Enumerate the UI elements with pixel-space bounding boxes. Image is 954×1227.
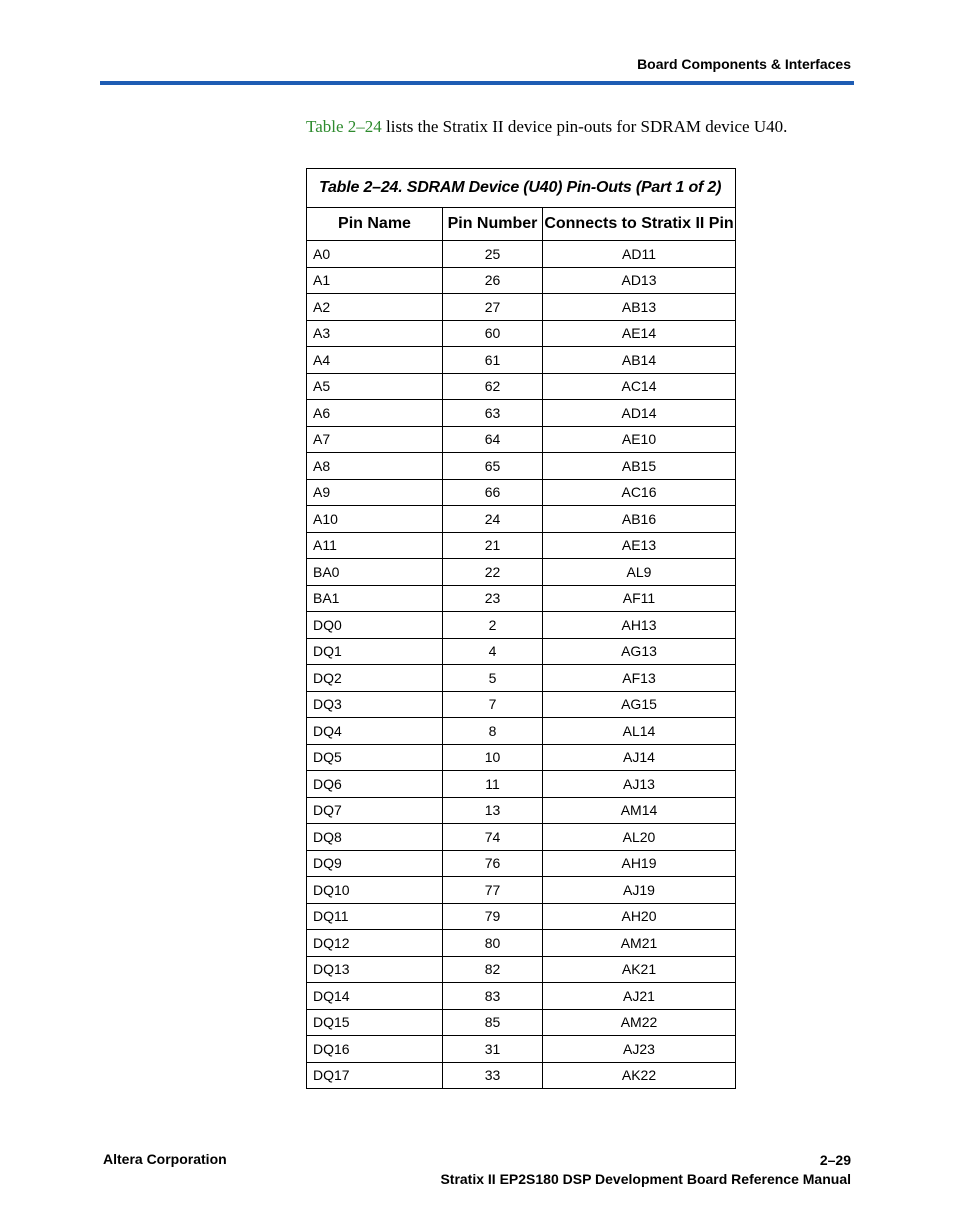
table-row	[307, 294, 736, 321]
cell-stratix-pin: AH13	[543, 612, 736, 639]
footer-company: Altera Corporation	[103, 1151, 227, 1167]
cell-pin-name: A11	[307, 532, 443, 559]
cell-pin-name: DQ2	[307, 665, 443, 692]
cell-pin-name: DQ4	[307, 718, 443, 745]
table-row	[307, 373, 736, 400]
cell-pin-name: DQ16	[307, 1036, 443, 1063]
cell-pin-name: DQ0	[307, 612, 443, 639]
cell-pin-name: A0	[307, 241, 443, 268]
cell-pin-number: 63	[443, 400, 543, 427]
cell-stratix-pin: AM14	[543, 797, 736, 824]
cell-stratix-pin: AC14	[543, 373, 736, 400]
cell-stratix-pin: AH20	[543, 903, 736, 930]
cell-pin-name: DQ14	[307, 983, 443, 1010]
cell-pin-number: 31	[443, 1036, 543, 1063]
cell-pin-number: 33	[443, 1062, 543, 1089]
table-row	[307, 532, 736, 559]
cell-pin-name: DQ17	[307, 1062, 443, 1089]
cell-pin-number: 85	[443, 1009, 543, 1036]
cell-pin-name: DQ13	[307, 956, 443, 983]
table-row	[307, 559, 736, 586]
table-row	[307, 479, 736, 506]
cell-stratix-pin: AL20	[543, 824, 736, 851]
cell-pin-number: 82	[443, 956, 543, 983]
table-row	[307, 453, 736, 480]
cell-stratix-pin: AE14	[543, 320, 736, 347]
footer-page-number: 2–29	[819, 1152, 851, 1168]
cell-pin-name: DQ1	[307, 638, 443, 665]
cell-pin-number: 60	[443, 320, 543, 347]
cell-pin-number: 24	[443, 506, 543, 533]
cell-pin-number: 23	[443, 585, 543, 612]
table-caption: Table 2–24. SDRAM Device (U40) Pin-Outs (Part 1 of 2)	[307, 169, 736, 208]
table-row	[307, 744, 736, 771]
cell-pin-name: DQ9	[307, 850, 443, 877]
table-row	[307, 665, 736, 692]
table-row	[307, 320, 736, 347]
cell-stratix-pin: AD11	[543, 241, 736, 268]
cell-pin-number: 64	[443, 426, 543, 453]
cell-stratix-pin: AL9	[543, 559, 736, 586]
cell-stratix-pin: AD13	[543, 267, 736, 294]
table-row	[307, 506, 736, 533]
cell-stratix-pin: AK22	[543, 1062, 736, 1089]
table-row	[307, 612, 736, 639]
cell-pin-number: 21	[443, 532, 543, 559]
table-cross-reference-link[interactable]: Table 2–24	[306, 117, 382, 136]
cell-pin-name: BA1	[307, 585, 443, 612]
cell-pin-name: A7	[307, 426, 443, 453]
table-row	[307, 877, 736, 904]
cell-pin-number: 4	[443, 638, 543, 665]
cell-stratix-pin: AD14	[543, 400, 736, 427]
cell-stratix-pin: AJ19	[543, 877, 736, 904]
cell-pin-name: A3	[307, 320, 443, 347]
intro-paragraph	[306, 117, 787, 137]
cell-pin-number: 76	[443, 850, 543, 877]
table-row	[307, 797, 736, 824]
table-row	[307, 691, 736, 718]
cell-pin-number: 11	[443, 771, 543, 798]
cell-pin-name: DQ15	[307, 1009, 443, 1036]
table-row	[307, 824, 736, 851]
cell-stratix-pin: AH19	[543, 850, 736, 877]
cell-stratix-pin: AM21	[543, 930, 736, 957]
cell-pin-name: DQ12	[307, 930, 443, 957]
table-row	[307, 903, 736, 930]
cell-pin-name: DQ5	[307, 744, 443, 771]
cell-pin-name: A2	[307, 294, 443, 321]
table-row	[307, 347, 736, 374]
cell-pin-number: 83	[443, 983, 543, 1010]
column-header-pin-name: Pin Name	[307, 208, 443, 241]
table-row	[307, 850, 736, 877]
cell-stratix-pin: AB14	[543, 347, 736, 374]
cell-pin-name: A4	[307, 347, 443, 374]
cell-pin-name: A10	[307, 506, 443, 533]
cell-pin-number: 25	[443, 241, 543, 268]
table-row	[307, 930, 736, 957]
column-header-pin-number: Pin Number	[443, 208, 543, 241]
cell-stratix-pin: AJ21	[543, 983, 736, 1010]
cell-pin-number: 5	[443, 665, 543, 692]
cell-pin-number: 26	[443, 267, 543, 294]
table-row	[307, 1036, 736, 1063]
cell-stratix-pin: AB15	[543, 453, 736, 480]
table-row	[307, 956, 736, 983]
cell-pin-number: 10	[443, 744, 543, 771]
table-row	[307, 585, 736, 612]
cell-stratix-pin: AF13	[543, 665, 736, 692]
cell-pin-number: 13	[443, 797, 543, 824]
page-header-title: Board Components & Interfaces	[637, 56, 851, 72]
cell-pin-name: DQ7	[307, 797, 443, 824]
cell-stratix-pin: AF11	[543, 585, 736, 612]
cell-pin-name: DQ3	[307, 691, 443, 718]
cell-stratix-pin: AG15	[543, 691, 736, 718]
table-row	[307, 267, 736, 294]
cell-pin-number: 27	[443, 294, 543, 321]
cell-pin-number: 7	[443, 691, 543, 718]
table-body	[307, 241, 736, 1089]
header-rule	[100, 81, 854, 85]
table-row	[307, 426, 736, 453]
table-row	[307, 771, 736, 798]
table-row	[307, 718, 736, 745]
cell-pin-number: 61	[443, 347, 543, 374]
cell-pin-name: BA0	[307, 559, 443, 586]
cell-pin-number: 2	[443, 612, 543, 639]
cell-stratix-pin: AM22	[543, 1009, 736, 1036]
sdram-pinout-table	[306, 168, 736, 1089]
footer-manual-title: Stratix II EP2S180 DSP Development Board Reference Manual	[440, 1171, 851, 1187]
cell-pin-number: 77	[443, 877, 543, 904]
cell-pin-name: DQ8	[307, 824, 443, 851]
table-row	[307, 400, 736, 427]
cell-stratix-pin: AE10	[543, 426, 736, 453]
cell-pin-number: 80	[443, 930, 543, 957]
cell-pin-name: A5	[307, 373, 443, 400]
cell-stratix-pin: AJ13	[543, 771, 736, 798]
cell-pin-name: DQ6	[307, 771, 443, 798]
cell-stratix-pin: AB16	[543, 506, 736, 533]
cell-pin-name: DQ10	[307, 877, 443, 904]
cell-stratix-pin: AJ14	[543, 744, 736, 771]
cell-pin-number: 66	[443, 479, 543, 506]
cell-pin-number: 22	[443, 559, 543, 586]
cell-stratix-pin: AK21	[543, 956, 736, 983]
cell-stratix-pin: AB13	[543, 294, 736, 321]
table-row	[307, 1062, 736, 1089]
cell-stratix-pin: AE13	[543, 532, 736, 559]
cell-pin-number: 79	[443, 903, 543, 930]
table-row	[307, 241, 736, 268]
cell-pin-name: DQ11	[307, 903, 443, 930]
cell-pin-number: 65	[443, 453, 543, 480]
cell-pin-name: A9	[307, 479, 443, 506]
table-row	[307, 983, 736, 1010]
cell-pin-number: 74	[443, 824, 543, 851]
cell-pin-number: 8	[443, 718, 543, 745]
table-row	[307, 638, 736, 665]
cell-pin-number: 62	[443, 373, 543, 400]
cell-stratix-pin: AJ23	[543, 1036, 736, 1063]
column-header-stratix-pin: Connects to Stratix II Pin	[543, 208, 736, 241]
cell-stratix-pin: AG13	[543, 638, 736, 665]
cell-stratix-pin: AL14	[543, 718, 736, 745]
cell-stratix-pin: AC16	[543, 479, 736, 506]
footer-right-block	[440, 1151, 851, 1189]
cell-pin-name: A8	[307, 453, 443, 480]
intro-text: lists the Stratix II device pin-outs for SDRAM device U40.	[381, 117, 788, 136]
cell-pin-name: A6	[307, 400, 443, 427]
table-row	[307, 1009, 736, 1036]
cell-pin-name: A1	[307, 267, 443, 294]
